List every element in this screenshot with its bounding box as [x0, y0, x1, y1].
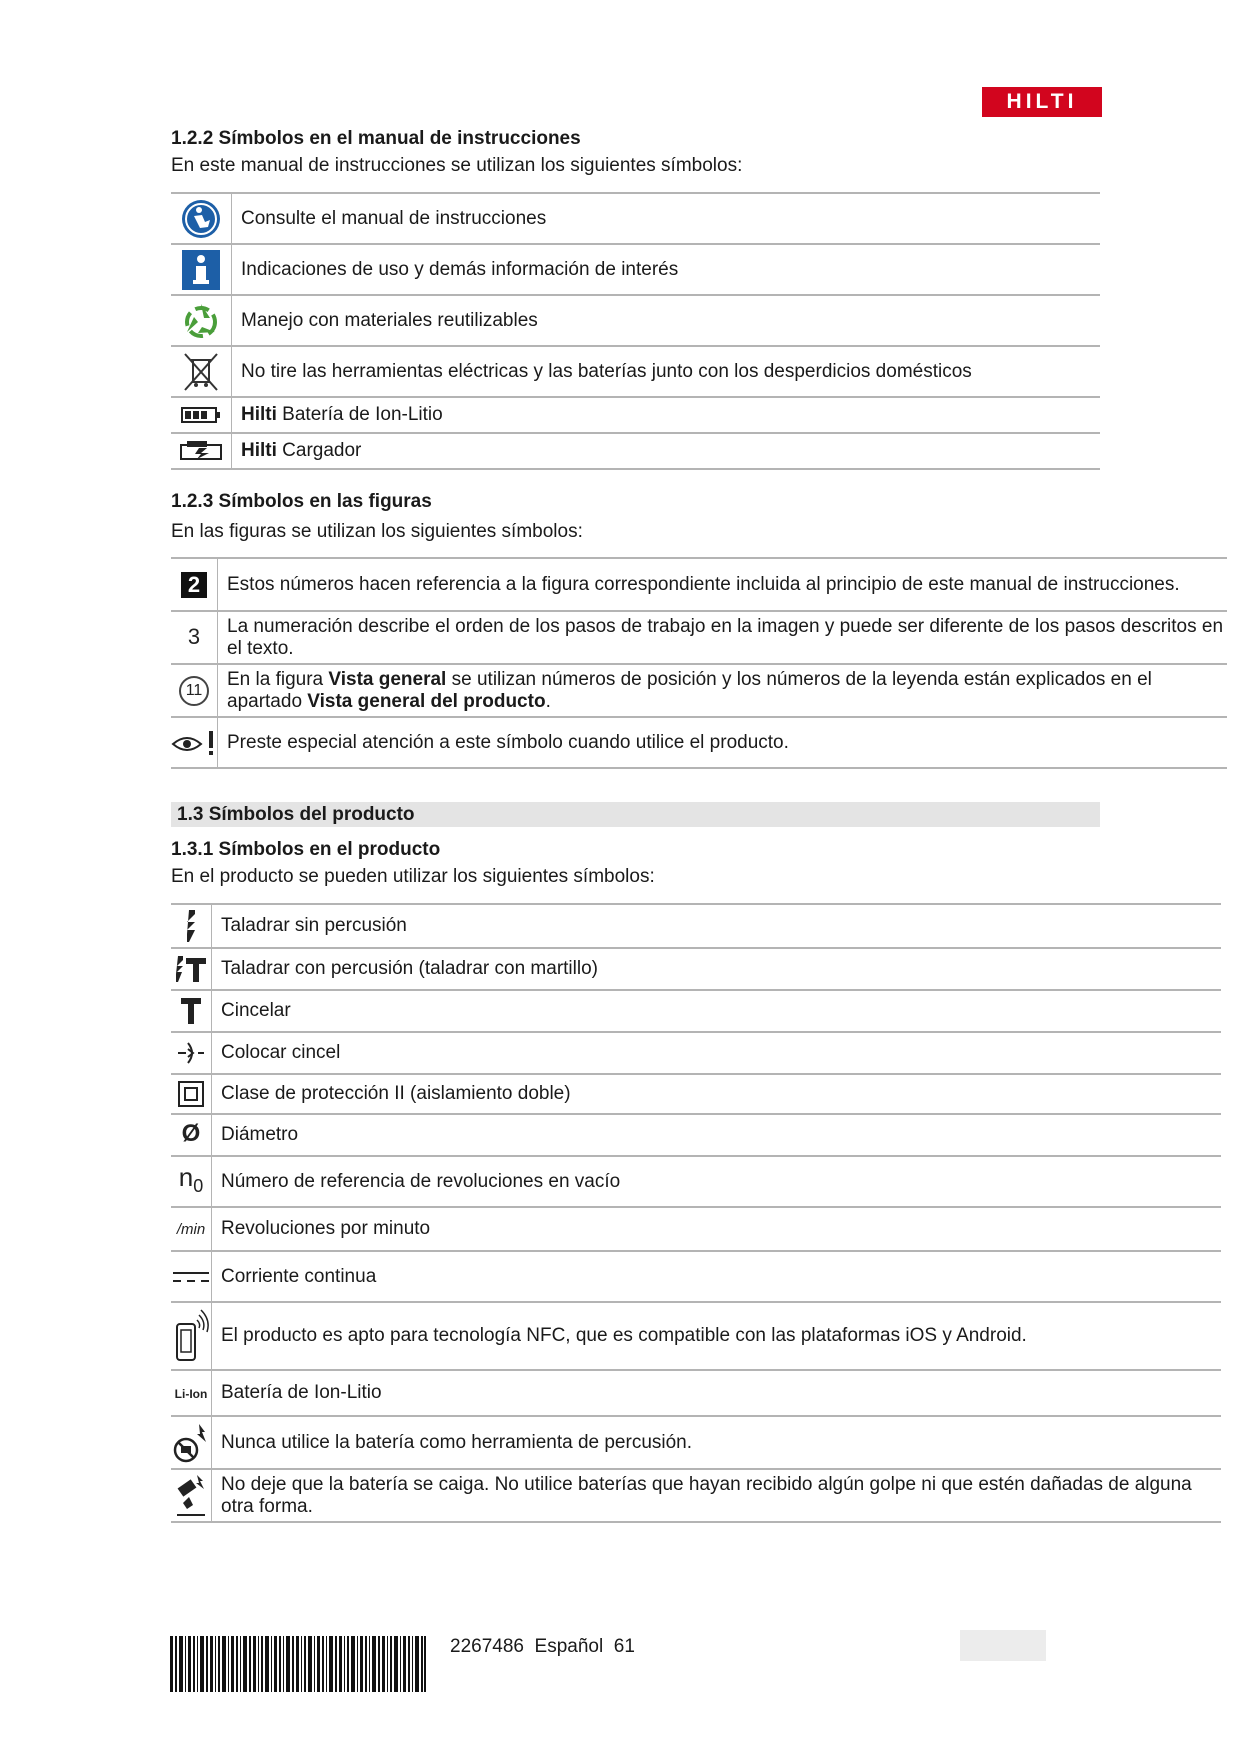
diameter-icon: Ø	[181, 1120, 201, 1147]
symbol-text: Nunca utilice la batería como herramienta de percusión.	[212, 1416, 1222, 1469]
table-row	[171, 1251, 1221, 1302]
chisel-icon	[179, 996, 203, 1026]
recycle-icon	[180, 300, 222, 342]
symbol-text: Colocar cincel	[212, 1032, 1222, 1074]
table-row	[171, 193, 1100, 244]
symbol-text: Cincelar	[212, 990, 1222, 1032]
symbols-product-table	[171, 903, 1221, 1523]
symbol-text: Clase de protección II (aislamiento doble)	[212, 1074, 1222, 1114]
table-row	[171, 1302, 1221, 1370]
per-minute-icon: /min	[176, 1220, 206, 1238]
table-row	[171, 948, 1221, 990]
symbol-text: Diámetro	[212, 1114, 1222, 1156]
symbol-text: Corriente continua	[212, 1251, 1222, 1302]
brand-name: Hilti	[241, 440, 277, 461]
drill-icon	[181, 908, 201, 944]
table-row	[171, 1469, 1221, 1522]
page-tab	[960, 1630, 1046, 1661]
table-row	[171, 1207, 1221, 1251]
symbol-text: Batería de Ion-Litio	[282, 404, 443, 425]
table-row	[171, 1032, 1221, 1074]
crossed-bin-icon	[181, 350, 221, 394]
table-row	[171, 558, 1227, 611]
position-number-icon: 11	[179, 676, 209, 706]
table-row	[171, 244, 1100, 295]
table-row	[171, 664, 1227, 717]
intro-1-2-3: En las figuras se utilizan los siguientes símbolos:	[171, 521, 583, 542]
symbol-text: Manejo con materiales reutilizables	[232, 295, 1101, 346]
barcode	[170, 1636, 426, 1692]
table-row	[171, 346, 1100, 397]
hilti-logo: HILTI	[982, 87, 1102, 117]
heading-1-2-2: 1.2.2 Símbolos en el manual de instrucciones	[171, 128, 581, 149]
li-ion-icon: Li-Ion	[174, 1386, 208, 1401]
table-row	[171, 717, 1227, 768]
table-row	[171, 611, 1227, 664]
table-row	[171, 397, 1100, 433]
section-bar-1-3: 1.3 Símbolos del producto	[171, 802, 1100, 827]
language: Español	[534, 1636, 604, 1657]
drop-battery-icon	[173, 1473, 209, 1519]
no-load-speed-icon: $n_0$	[178, 1161, 204, 1197]
symbol-text: Estos números hacen referencia a la figura correspondiente incluida al principio de este manual de instrucciones.	[227, 573, 1180, 595]
step-number-icon: 3	[187, 623, 201, 649]
footer-text	[450, 1636, 635, 1658]
symbol-text: Cargador	[282, 440, 362, 461]
heading-1-2-3: 1.2.3 Símbolos en las figuras	[171, 491, 432, 512]
intro-1-3-1: En el producto se pueden utilizar los siguientes símbolos:	[171, 866, 655, 887]
symbol-text: El producto es apto para tecnología NFC, que es compatible con las plataformas iOS y Android.	[212, 1302, 1222, 1370]
chisel-position-icon	[176, 1040, 206, 1066]
symbol-text: Consulte el manual de instrucciones	[232, 193, 1101, 244]
table-row	[171, 990, 1221, 1032]
symbol-text: En la figura Vista general se utilizan números de posición y los números de la leyenda están explicados en el apartado Vista general del producto.	[227, 668, 1152, 712]
charger-icon	[179, 439, 223, 463]
table-row	[171, 433, 1100, 469]
symbol-text: Preste especial atención a este símbolo cuando utilice el producto.	[218, 717, 1228, 768]
direct-current-icon	[171, 1269, 211, 1285]
table-row	[171, 1114, 1221, 1156]
hammer-drill-icon	[174, 954, 208, 984]
brand-name: Hilti	[241, 404, 277, 425]
intro-1-2-2: En este manual de instrucciones se utilizan los siguientes símbolos:	[171, 155, 743, 176]
table-row	[171, 1416, 1221, 1469]
symbol-text: No tire las herramientas eléctricas y las baterías junto con los desperdicios domésticos	[232, 346, 1101, 397]
page-number: 61	[613, 1636, 635, 1657]
no-percussion-battery-icon	[171, 1422, 211, 1464]
symbol-text: Taladrar con percusión (taladrar con martillo)	[212, 948, 1222, 990]
symbols-figures-table	[171, 557, 1227, 769]
doc-number: 2267486	[450, 1636, 524, 1657]
symbols-manual-table	[171, 192, 1100, 470]
symbol-text: Indicaciones de uso y demás información de interés	[232, 244, 1101, 295]
manual-icon	[180, 198, 222, 240]
class-ii-icon	[177, 1080, 205, 1108]
symbol-text: Revoluciones por minuto	[212, 1207, 1222, 1251]
table-row	[171, 295, 1100, 346]
eye-attention-icon	[171, 728, 217, 758]
symbol-text: Número de referencia de revoluciones en vacío	[212, 1156, 1222, 1207]
heading-1-3-1: 1.3.1 Símbolos en el producto	[171, 839, 441, 860]
table-row	[171, 1156, 1221, 1207]
table-row	[171, 1074, 1221, 1114]
table-row	[171, 904, 1221, 948]
symbol-text: No deje que la batería se caiga. No utilice baterías que hayan recibido algún golpe ni que estén dañadas de alguna otra forma.	[221, 1473, 1192, 1517]
info-icon	[181, 249, 221, 291]
nfc-icon	[171, 1308, 211, 1364]
symbol-text: Taladrar sin percusión	[212, 904, 1222, 948]
battery-icon	[180, 405, 222, 425]
figure-number-icon: 2	[181, 572, 207, 598]
table-row	[171, 1370, 1221, 1416]
symbol-text: La numeración describe el orden de los pasos de trabajo en la imagen y puede ser diferente de los pasos descritos en el texto.	[227, 615, 1224, 659]
symbol-text: Batería de Ion-Litio	[212, 1370, 1222, 1416]
